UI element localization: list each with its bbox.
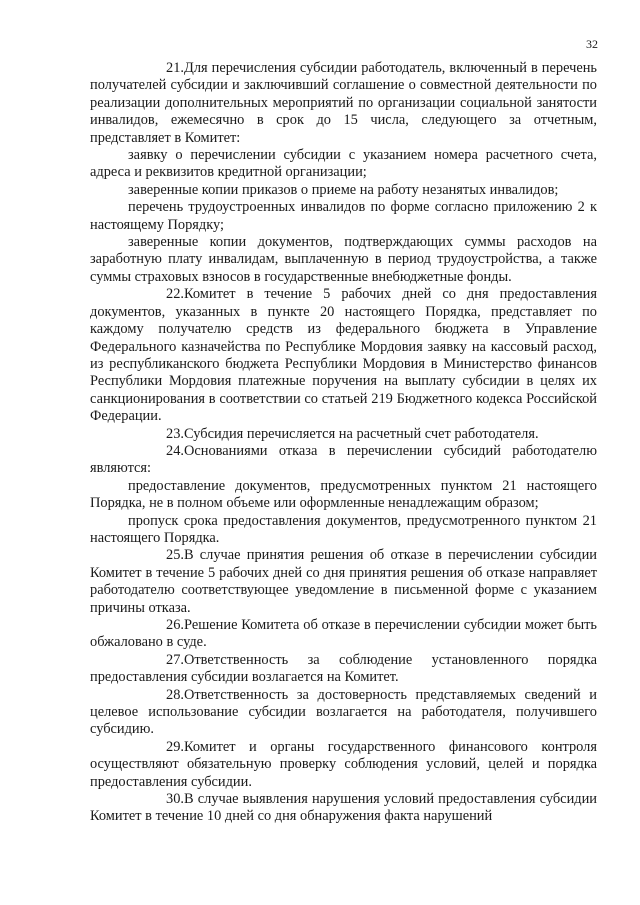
paragraph-24-item-2	[90, 513, 597, 548]
paragraph-text: Ответственность за соблюдение установленного порядка предоставления субсидии возлагается на Комитет.	[90, 651, 597, 686]
paragraph-text: заявку о перечислении субсидии с указанием номера расчетного счета, адреса и реквизитов кредитной организации;	[90, 147, 597, 181]
paragraph-number: 21.	[166, 60, 184, 76]
paragraph-number: 24.	[166, 442, 184, 459]
paragraph-29	[90, 739, 597, 791]
paragraph-text: заверенные копии документов, подтверждающих суммы расходов на заработную плату инвалидам, выплаченную в период трудоустройства, а также суммы страховых взносов в государственные внебюджетные фонды.	[90, 234, 597, 285]
paragraph-number: 22.	[166, 286, 184, 303]
paragraph-21	[90, 60, 597, 147]
paragraph-text: Комитет в течение 5 рабочих дней со дня предоставления документов, указанных в пункте 20 настоящего Порядка, представляет по каждому получателю средств из федерального бюджета в Управление Федерального казначейства по Республике Мордовия заявку на кассовый расход, из республиканского бюджета Республики Мордовия в Министерство финансов Республики Мордовия платежные поручения на выплату субсидии в целях их санкционирования в соответствии со статьей 219 Бюджетного кодекса Российской Федерации.	[90, 286, 597, 425]
paragraph-text: перечень трудоустроенных инвалидов по форме согласно приложению 2 к настоящему Порядку;	[90, 199, 597, 233]
document-body	[90, 60, 597, 826]
paragraph-text: Решение Комитета об отказе в перечислении субсидии может быть обжаловано в суде.	[90, 617, 597, 651]
paragraph-number: 27.	[166, 651, 184, 668]
paragraph-24-item-1	[90, 478, 597, 513]
paragraph-27	[90, 652, 597, 687]
paragraph-number: 29.	[166, 738, 184, 755]
paragraph-number: 25.	[166, 547, 184, 564]
paragraph-text: Комитет и органы государственного финансового контроля осуществляют обязательную проверку соблюдения условий, целей и порядка предоставления субсидии.	[90, 738, 597, 790]
paragraph-21-item-2	[90, 182, 597, 199]
paragraph-text: Основаниями отказа в перечислении субсидий работодателю являются:	[90, 442, 597, 477]
paragraph-number: 26.	[166, 617, 184, 633]
paragraph-text: предоставление документов, предусмотренных пунктом 21 настоящего Порядка, не в полном объеме или оформленные ненадлежащим образом;	[90, 477, 597, 512]
paragraph-28	[90, 687, 597, 739]
paragraph-text: пропуск срока предоставления документов, предусмотренного пунктом 21 настоящего Порядка.	[90, 512, 597, 546]
paragraph-26	[90, 617, 597, 652]
paragraph-text: Для перечисления субсидии работодатель, включенный в перечень получателей субсидии и заключивший соглашение о совместной деятельности по реализации дополнительных мероприятий по организации социальной занятости инвалидов, ежемесячно в срок до 15 числа, следующего за отчетным, представляет в Комитет:	[90, 60, 597, 146]
paragraph-text: Субсидия перечисляется на расчетный счет работодателя.	[184, 425, 539, 442]
paragraph-number: 28.	[166, 686, 184, 703]
paragraph-number: 23.	[166, 425, 184, 442]
paragraph-21-item-4	[90, 234, 597, 286]
paragraph-text: В случае выявления нарушения условий предоставления субсидии Комитет в течение 10 дней со дня обнаружения факта нарушений	[90, 791, 597, 825]
paragraph-text: заверенные копии приказов о приеме на работу незанятых инвалидов;	[128, 181, 559, 198]
paragraph-24	[90, 443, 597, 478]
paragraph-number: 30.	[166, 791, 184, 808]
paragraph-text: В случае принятия решения об отказе в перечислении субсидии Комитет в течение 5 рабочих дней со дня принятия решения об отказе направляет работодателю соответствующее уведомление в письменной форме с указанием причины отказа.	[90, 547, 597, 616]
paragraph-22	[90, 286, 597, 425]
page-number: 32	[586, 37, 598, 51]
paragraph-21-item-1	[90, 147, 597, 182]
paragraph-21-item-3	[90, 199, 597, 234]
paragraph-23	[90, 426, 597, 443]
paragraph-25	[90, 547, 597, 617]
paragraph-text: Ответственность за достоверность представляемых сведений и целевое использование субсидии возлагается на работодателя, получившего субсидию.	[90, 686, 597, 738]
paragraph-30	[90, 791, 597, 826]
